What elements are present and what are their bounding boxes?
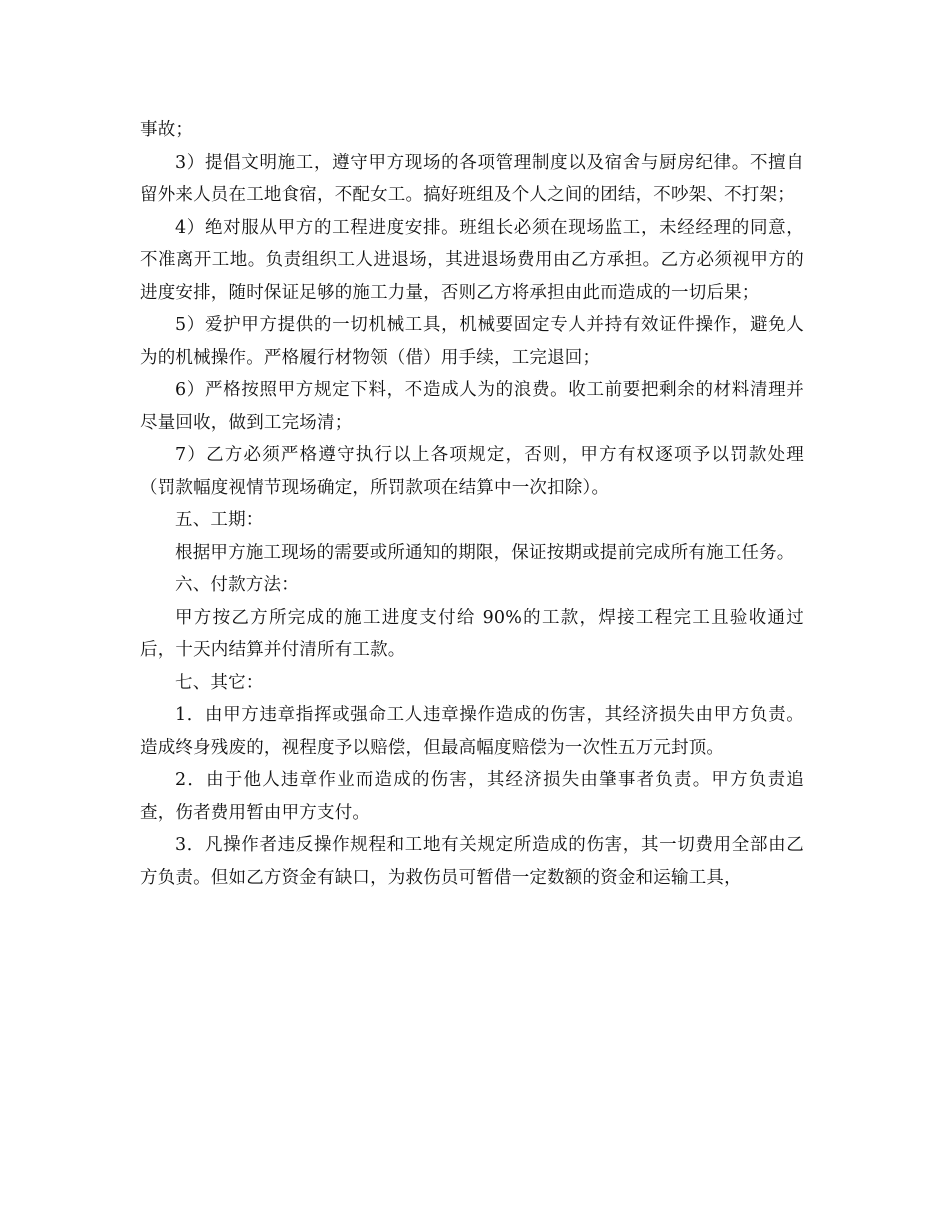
document-body [140, 114, 804, 894]
section-heading-other: 七、其它： [175, 672, 264, 693]
paragraph-item-3: 3）提倡文明施工，遵守甲方现场的各项管理制度以及宿舍与厨房纪律。不擅自留外来人员在工地食宿，不配女工。搞好班组及个人之间的团结，不吵架、不打架； [140, 152, 804, 205]
section-heading-schedule: 五、工期： [175, 510, 264, 530]
paragraph-item-4: 4）绝对服从甲方的工程进度安排。班组长必须在现场监工，未经经理的同意，不准离开工地。负责组织工人进退场，其进退场费用由乙方承担。乙方必须视甲方的进度安排，随时保证足够的施工力量，否则乙方将承担由此而造成的一切后果； [140, 217, 804, 303]
paragraph-other-2: 2．由于他人违章作业而造成的伤害，其经济损失由肇事者负责。甲方负责追查，伤者费用暂由甲方支付。 [140, 770, 804, 823]
paragraph-other-3: 3．凡操作者违反操作规程和工地有关规定所造成的伤害，其一切费用全部由乙方负责。但如乙方资金有缺口，为救伤员可暂借一定数额的资金和运输工具， [140, 835, 804, 888]
paragraph-item-7: 7）乙方必须严格遵守执行以上各项规定，否则，甲方有权逐项予以罚款处理（罚款幅度视情节现场确定，所罚款项在结算中一次扣除）。 [140, 445, 804, 498]
paragraph-schedule: 根据甲方施工现场的需要或所通知的期限，保证按期或提前完成所有施工任务。 [175, 542, 795, 563]
paragraph-payment: 甲方按乙方所完成的施工进度支付给 90%的工款，焊接工程完工且验收通过后，十天内结算并付清所有工款。 [140, 607, 804, 660]
paragraph-continuation: 事故； [140, 120, 194, 140]
paragraph-other-1: 1．由甲方违章指挥或强命工人违章操作造成的伤害，其经济损失由甲方负责。造成终身残废的，视程度予以赔偿，但最高幅度赔偿为一次性五万元封顶。 [140, 705, 804, 758]
paragraph-item-5: 5）爱护甲方提供的一切机械工具，机械要固定专人并持有效证件操作，避免人为的机械操作。严格履行材物领（借）用手续，工完退回； [140, 315, 804, 368]
section-heading-payment: 六、付款方法： [175, 575, 299, 595]
paragraph-item-6: 6）严格按照甲方规定下料，不造成人为的浪费。收工前要把剩余的材料清理并尽量回收，做到工完场清； [140, 380, 804, 433]
